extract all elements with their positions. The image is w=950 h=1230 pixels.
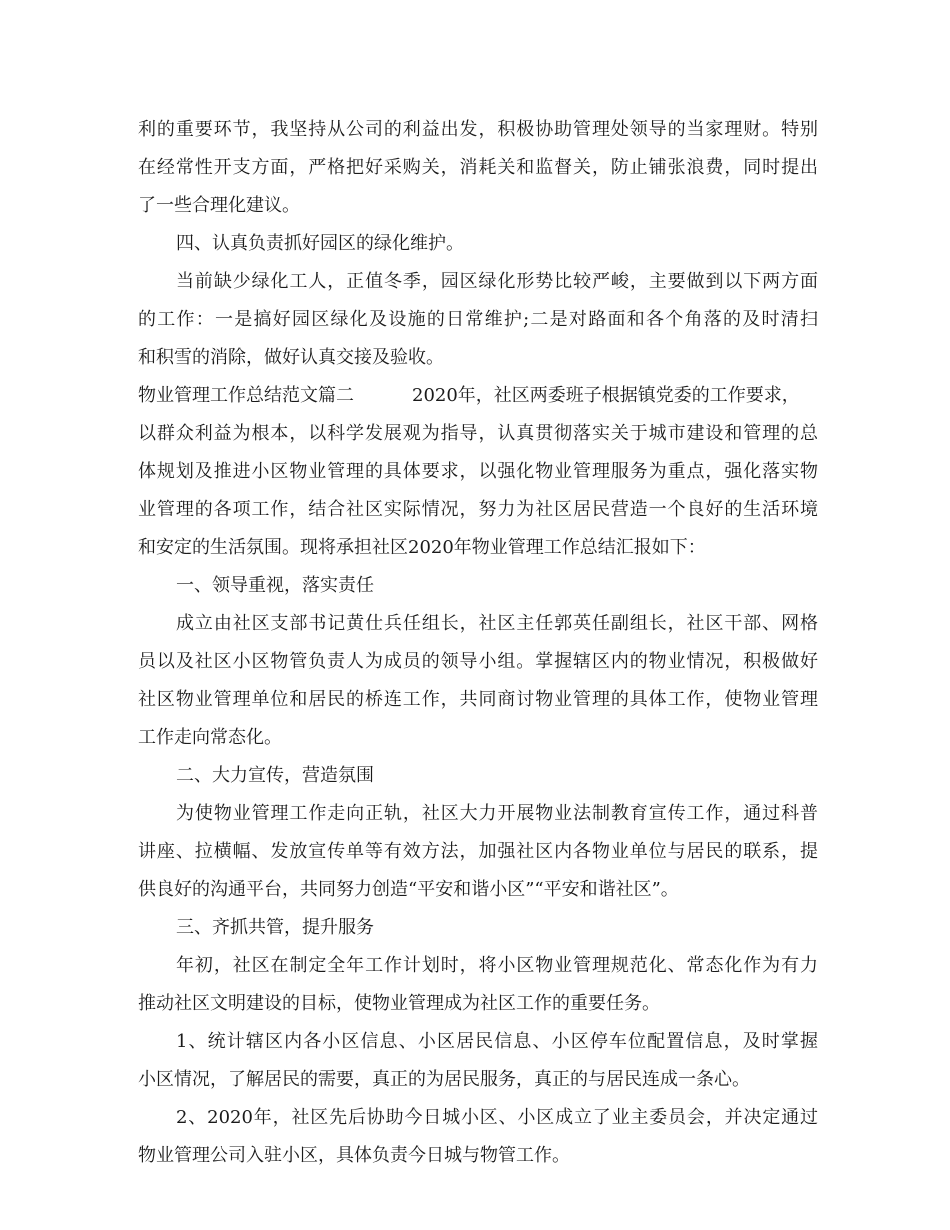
paragraph-line: 了一些合理化建议。: [138, 195, 300, 216]
paragraph-line: 工作走向常态化。: [138, 727, 282, 748]
paragraph-line: 和积雪的消除，做好认真交接及验收。: [138, 347, 444, 368]
paragraph-line: 和安定的生活氛围。现将承担社区2020年物业管理工作总结汇报如下：: [138, 537, 706, 558]
paragraph-line: 为使物业管理工作走向正轨，社区大力开展物业法制教育宣传工作，通过科普: [176, 803, 818, 824]
section-heading: 三、齐抓共管，提升服务: [176, 917, 374, 938]
paragraph-line: 社区物业管理单位和居民的桥连工作，共同商讨物业管理的具体工作，使物业管理: [138, 689, 818, 710]
article-title: 物业管理工作总结范文篇二: [138, 385, 354, 406]
paragraph-line: 的工作：一是搞好园区绿化及设施的日常维护;二是对路面和各个角落的及时清扫: [138, 309, 818, 330]
paragraph-line: 物业管理公司入驻小区，具体负责今日城与物管工作。: [138, 1145, 570, 1166]
paragraph-line: 利的重要环节，我坚持从公司的利益出发，积极协助管理处领导的当家理财。特别: [138, 119, 818, 140]
paragraph-line: 2、2020年，社区先后协助今日城小区、小区成立了业主委员会，并决定通过: [176, 1107, 818, 1128]
section-heading: 一、领导重视，落实责任: [176, 575, 374, 596]
paragraph-line: 供良好的沟通平台，共同努力创造“平安和谐小区”“平安和谐社区”。: [138, 879, 679, 900]
paragraph-line: 推动社区文明建设的目标，使物业管理成为社区工作的重要任务。: [138, 993, 660, 1014]
paragraph-line: 员以及社区小区物管负责人为成员的领导小组。掌握辖区内的物业情况，积极做好: [138, 651, 818, 672]
paragraph-line: 小区情况，了解居民的需要，真正的为居民服务，真正的与居民连成一条心。: [138, 1069, 750, 1090]
paragraph-line: 成立由社区支部书记黄仕兵任组长，社区主任郭英任副组长，社区干部、网格: [176, 613, 818, 634]
article-title-line: [138, 384, 818, 408]
paragraph-line: 讲座、拉横幅、发放宣传单等有效方法，加强社区内各物业单位与居民的联系，提: [138, 841, 818, 862]
section-heading: 四、认真负责抓好园区的绿化维护。: [176, 233, 464, 254]
paragraph-line: 当前缺少绿化工人，正值冬季，园区绿化形势比较严峻，主要做到以下两方面: [176, 271, 818, 292]
paragraph-line: 1、统计辖区内各小区信息、小区居民信息、小区停车位配置信息，及时掌握: [176, 1031, 818, 1052]
paragraph-line: 业管理的各项工作，结合社区实际情况，努力为社区居民营造一个良好的生活环境: [138, 499, 818, 520]
paragraph-line: 2020年，社区两委班子根据镇党委的工作要求，: [412, 385, 800, 406]
paragraph-line: 年初，社区在制定全年工作计划时，将小区物业管理规范化、常态化作为有力: [176, 955, 818, 976]
section-heading: 二、大力宣传，营造氛围: [176, 765, 374, 786]
paragraph-line: 体规划及推进小区物业管理的具体要求，以强化物业管理服务为重点，强化落实物: [138, 461, 818, 482]
paragraph-line: 在经常性开支方面，严格把好采购关，消耗关和监督关，防止铺张浪费，同时提出: [138, 157, 818, 178]
paragraph-line: 以群众利益为根本，以科学发展观为指导，认真贯彻落实关于城市建设和管理的总: [138, 423, 818, 444]
